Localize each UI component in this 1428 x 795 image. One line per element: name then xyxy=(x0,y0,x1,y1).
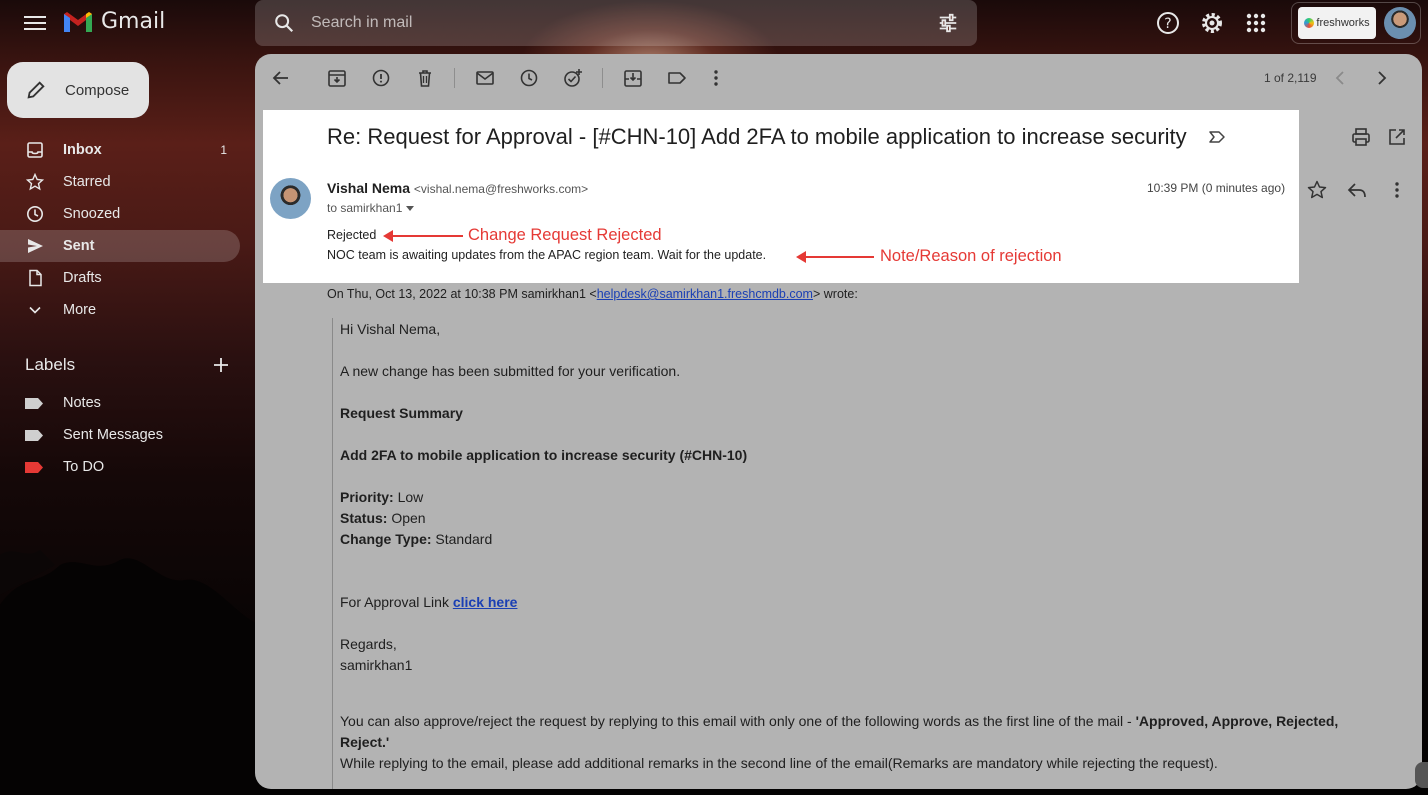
signature-line: samirkhan1 xyxy=(340,657,413,673)
email-timestamp: 10:39 PM (0 minutes ago) xyxy=(1147,181,1286,195)
request-summary-title xyxy=(340,405,463,421)
change-type-row xyxy=(340,531,492,547)
top-bar xyxy=(0,0,1428,46)
draft-icon xyxy=(25,268,45,288)
help-icon[interactable] xyxy=(1155,10,1181,36)
label-tag-icon xyxy=(25,430,43,441)
quote-outro: > wrote: xyxy=(812,287,858,301)
more-vertical-icon[interactable] xyxy=(705,67,727,89)
account-switcher[interactable] xyxy=(1291,2,1421,44)
quote-divider xyxy=(332,318,333,789)
regards-line: Regards, xyxy=(340,636,397,652)
recipient-line: to samirkhan1 xyxy=(327,201,403,215)
quoted-greeting: Hi Vishal Nema, xyxy=(340,321,441,337)
approval-link-text: For Approval Link xyxy=(340,594,453,610)
quote-intro: On Thu, Oct 13, 2022 at 10:38 PM samirkhan1 < xyxy=(327,287,597,301)
sidebar-item-starred[interactable] xyxy=(0,166,240,198)
approval-link-row xyxy=(340,594,517,610)
print-icon[interactable] xyxy=(1350,126,1372,148)
email-subject: Re: Request for Approval - [#CHN-10] Add 2FA to mobile application to increase security xyxy=(327,124,1187,149)
open-in-new-window-icon[interactable] xyxy=(1386,126,1408,148)
reply-instructions-text: You can also approve/reject the request by replying to this email with only one of the following words as the first line of the mail - xyxy=(340,713,1136,729)
search-icon[interactable] xyxy=(273,12,295,34)
search-input[interactable] xyxy=(311,10,911,36)
label-item-sent-messages[interactable] xyxy=(0,419,240,451)
reply-keywords: 'Approved, Approve, Rejected, xyxy=(1135,713,1339,729)
reply-instructions-cont xyxy=(340,734,389,750)
priority-value: Low xyxy=(393,489,424,505)
status-value: Open xyxy=(387,510,426,526)
unread-count: 1 xyxy=(220,143,227,157)
sidebar-item-sent[interactable] xyxy=(0,230,240,262)
compose-label: Compose xyxy=(65,81,130,99)
label-icon[interactable] xyxy=(666,67,688,89)
sender-name[interactable]: Vishal Nema xyxy=(327,180,411,196)
mark-unread-mail-icon[interactable] xyxy=(474,67,496,89)
delete-trash-icon[interactable] xyxy=(414,67,436,89)
email-view xyxy=(255,54,1422,789)
label-tag-icon xyxy=(25,462,43,473)
sidebar-item-label: Starred xyxy=(63,174,111,190)
label-item-to-do[interactable] xyxy=(0,451,240,483)
sidebar-item-label: Inbox xyxy=(63,142,102,158)
newer-chevron-left-icon[interactable] xyxy=(1330,67,1352,89)
labels-heading xyxy=(25,352,235,378)
inbox-icon xyxy=(25,140,45,160)
remarks-instructions: While replying to the email, please add additional remarks in the second line of the email(Remarks are mandatory while rejecting the request). xyxy=(340,755,1218,771)
reply-instructions xyxy=(340,713,1338,729)
annotation-rejection-note: Note/Reason of rejection xyxy=(880,247,1062,265)
label-name: Sent Messages xyxy=(63,427,163,443)
app-name: Gmail xyxy=(101,9,166,34)
report-spam-icon[interactable] xyxy=(370,67,392,89)
change-type-value: Standard xyxy=(431,531,493,547)
importance-marker-icon[interactable] xyxy=(1208,129,1226,145)
sender-info xyxy=(327,180,588,196)
sidebar-item-drafts[interactable] xyxy=(0,262,240,294)
label-name: To DO xyxy=(63,459,105,475)
label-item-notes[interactable] xyxy=(0,387,240,419)
compose-button[interactable] xyxy=(7,62,149,118)
send-icon xyxy=(25,236,45,256)
move-to-icon[interactable] xyxy=(622,67,644,89)
label-tag-icon xyxy=(25,398,43,409)
gmail-logo[interactable] xyxy=(62,9,165,34)
priority-row xyxy=(340,489,423,505)
pagination-count: 1 of 2,119 xyxy=(1264,71,1317,85)
annotation-change-request-rejected: Change Request Rejected xyxy=(468,226,662,244)
sidebar-item-snoozed[interactable] xyxy=(0,198,240,230)
change-title-text: Add 2FA to mobile application to increase security (#CHN-10) xyxy=(340,447,748,463)
change-title xyxy=(340,447,747,463)
quoted-email-header xyxy=(327,287,858,301)
snooze-clock-icon[interactable] xyxy=(518,67,540,89)
message-more-vertical-icon[interactable] xyxy=(1386,179,1408,201)
annotation-arrow xyxy=(804,256,874,258)
priority-label: Priority: xyxy=(340,489,394,505)
status-label: Status: xyxy=(340,510,388,526)
recipient-details-toggle[interactable] xyxy=(327,201,418,215)
labels-list xyxy=(0,387,240,483)
org-badge-label: freshworks xyxy=(1316,17,1370,29)
search-options-icon[interactable] xyxy=(937,12,959,34)
gmail-m-icon xyxy=(62,10,94,34)
toolbar-divider xyxy=(602,68,603,88)
sender-email: <vishal.nema@freshworks.com> xyxy=(413,182,589,196)
clock-icon xyxy=(25,204,45,224)
sidebar-item-more[interactable] xyxy=(0,294,240,326)
approval-click-here-link[interactable]: click here xyxy=(452,594,518,610)
pencil-icon xyxy=(25,79,47,101)
archive-icon[interactable] xyxy=(326,67,348,89)
sidebar-nav xyxy=(0,134,240,326)
chevron-down-icon xyxy=(25,300,45,320)
caret-down-icon xyxy=(402,202,418,214)
sender-avatar[interactable] xyxy=(270,178,311,219)
email-toolbar xyxy=(255,54,1422,102)
back-arrow-icon[interactable] xyxy=(270,67,292,89)
rejection-reason: NOC team is awaiting updates from the APAC region team. Wait for the update. xyxy=(327,248,767,262)
org-badge xyxy=(1298,7,1376,39)
approval-decision: Rejected xyxy=(327,228,377,242)
sidebar-item-label: Drafts xyxy=(63,270,102,286)
star-message-icon[interactable] xyxy=(1306,179,1328,201)
toolbar-divider xyxy=(454,68,455,88)
svg-text:?: ? xyxy=(1164,16,1172,32)
background-hills xyxy=(0,465,260,795)
annotation-arrow xyxy=(391,235,463,237)
request-summary-text: Request Summary xyxy=(340,405,463,421)
labels-title: Labels xyxy=(25,355,76,374)
star-icon xyxy=(25,172,45,192)
search-bar[interactable] xyxy=(255,0,977,46)
freshworks-logo-icon xyxy=(1304,18,1314,28)
quoted-intro: A new change has been submitted for your verification. xyxy=(340,363,681,379)
side-panel-toggle[interactable] xyxy=(1415,762,1428,788)
helpdesk-email-link[interactable]: helpdesk@samirkhan1.freshcmdb.com xyxy=(596,287,813,301)
main-menu-button[interactable] xyxy=(22,12,48,34)
sidebar-item-inbox[interactable] xyxy=(0,134,240,166)
status-row xyxy=(340,510,426,526)
sidebar-item-label: Snoozed xyxy=(63,206,121,222)
sidebar-item-label: More xyxy=(63,302,97,318)
label-name: Notes xyxy=(63,395,101,411)
add-label-plus-icon[interactable] xyxy=(209,353,233,377)
sidebar-item-label: Sent xyxy=(63,238,95,254)
reply-arrow-icon[interactable] xyxy=(1346,179,1368,201)
account-avatar[interactable] xyxy=(1384,7,1416,39)
change-type-label: Change Type: xyxy=(340,531,432,547)
older-chevron-right-icon[interactable] xyxy=(1370,67,1392,89)
add-to-tasks-icon[interactable] xyxy=(562,67,584,89)
settings-gear-icon[interactable] xyxy=(1199,10,1225,36)
reply-keywords-cont: Reject.' xyxy=(340,734,390,750)
apps-grid-icon[interactable] xyxy=(1243,10,1269,36)
